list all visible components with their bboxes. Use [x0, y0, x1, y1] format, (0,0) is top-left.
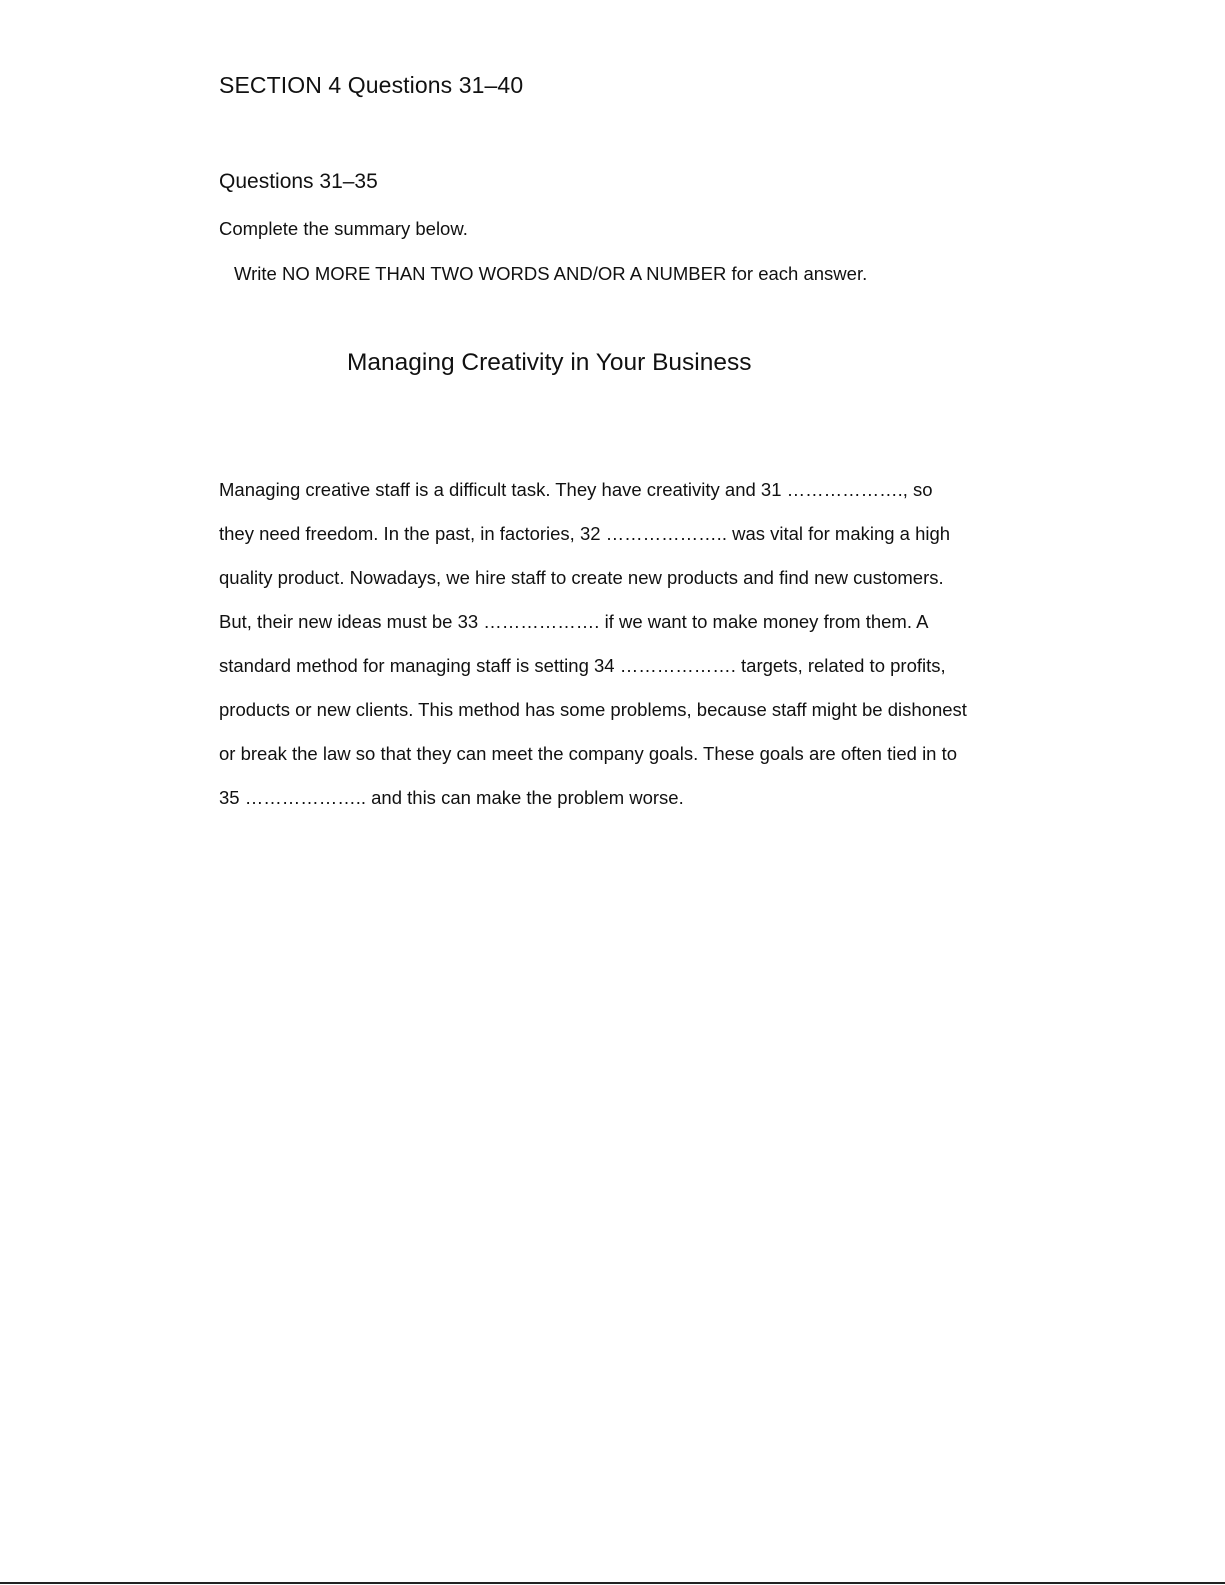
questions-heading: Questions 31–35 — [219, 170, 378, 193]
summary-line: Managing creative staff is a difficult task. They have creativity and 31 ………………., so — [219, 479, 933, 500]
summary-line: or break the law so that they can meet the company goals. These goals are often tied in to — [219, 743, 958, 764]
summary-line: But, their new ideas must be 33 ………………. if we want to make money from them. A — [219, 611, 929, 632]
summary-line: 35 ……………….. and this can make the problem worse. — [219, 787, 684, 808]
summary-title: Managing Creativity in Your Business — [347, 349, 752, 376]
section-title: SECTION 4 Questions 31–40 — [219, 72, 524, 98]
summary-body — [219, 477, 1219, 829]
instruction-complete-summary: Complete the summary below. — [219, 218, 468, 239]
summary-line: products or new clients. This method has some problems, because staff might be dishonest — [219, 699, 967, 720]
page-bottom-rule — [0, 1582, 1225, 1584]
instruction-word-limit: Write NO MORE THAN TWO WORDS AND/OR A NUMBER for each answer. — [234, 263, 868, 284]
summary-line: quality product. Nowadays, we hire staff to create new products and find new customers. — [219, 567, 944, 588]
summary-line: they need freedom. In the past, in factories, 32 ……………….. was vital for making a high — [219, 523, 951, 544]
summary-line: standard method for managing staff is setting 34 ………………. targets, related to profits, — [219, 655, 946, 676]
